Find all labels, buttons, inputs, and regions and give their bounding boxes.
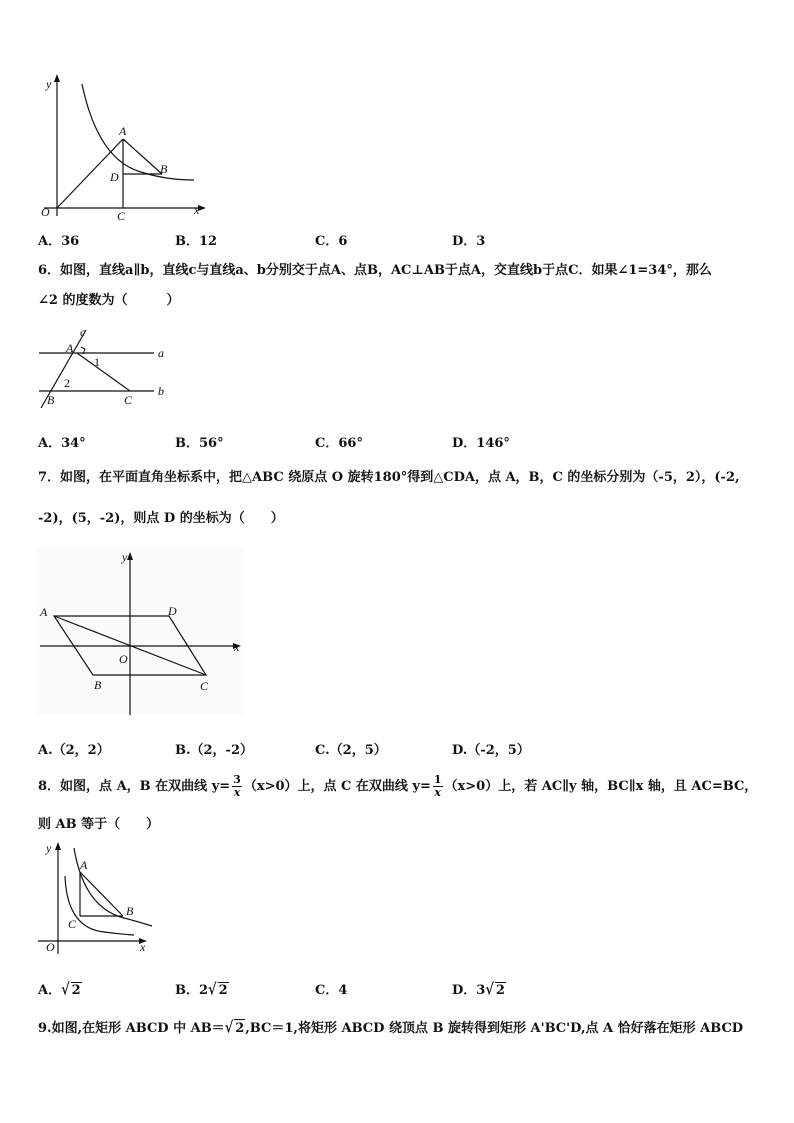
q5-label-d: D: [110, 170, 119, 184]
q6-label-angle-2: 2: [64, 376, 70, 390]
q9-stem-part2: ,BC＝1,将矩形 ABCD 绕顶点 B 旋转得到矩形 A'BC'D,点 A 恰好落在矩形 ABCD: [245, 1021, 744, 1036]
q8-y-arrow: [55, 842, 61, 850]
q7-label-d: D: [168, 604, 177, 618]
q6-stem-line2: ∠2 的度数为（ ）: [38, 293, 180, 308]
q6-label-a-line: a: [158, 346, 164, 360]
sqrt-icon: √: [224, 1019, 234, 1038]
sqrt-icon: √: [61, 981, 70, 1000]
q8-fraction1-num: 3: [233, 773, 241, 786]
q8-fraction2-den: x: [434, 786, 441, 799]
q8-stem-line1: [38, 774, 757, 799]
q8-option-d-radicand: 2: [495, 983, 505, 998]
q6-label-b-line: b: [158, 384, 164, 398]
q8-fraction-3-over-x: [232, 774, 242, 799]
q7-option-b[interactable]: B.（2，-2）: [175, 743, 254, 758]
q8-figure: [34, 838, 164, 956]
sqrt-icon: √: [208, 981, 217, 1000]
q8-segment-ab: [80, 872, 123, 916]
q8-label-a: A: [80, 858, 88, 872]
q7-option-a[interactable]: A.（2，2）: [38, 743, 110, 758]
q6-option-d[interactable]: D．146°: [452, 436, 510, 451]
q8-stem-line2: 则 AB 等于（ ）: [38, 817, 160, 832]
q8-fraction-1-over-x: [433, 774, 443, 799]
q5-figure: [36, 70, 216, 220]
q8-fraction2-num: 1: [433, 773, 442, 786]
q5-label-c: C: [117, 209, 126, 220]
q6-label-c-line: c: [80, 326, 86, 339]
q8-option-c[interactable]: C．4: [315, 983, 348, 998]
q6-option-a[interactable]: A．34°: [38, 436, 86, 451]
q8-label-o: O: [46, 940, 55, 954]
q8-option-b[interactable]: [175, 979, 229, 998]
q5-option-a[interactable]: A．36: [38, 234, 80, 249]
q9-radicand: 2: [235, 1021, 245, 1036]
q6-label-point-b: B: [47, 393, 55, 407]
sqrt-icon: √: [485, 981, 494, 1000]
q5-label-b: B: [160, 162, 168, 176]
q6-option-b[interactable]: B．56°: [175, 436, 224, 451]
q5-label-a: A: [119, 124, 127, 138]
q9-stem-line1: [38, 1019, 743, 1038]
q5-hyperbola: [82, 84, 194, 180]
q8-option-a-label: A．: [38, 983, 62, 998]
q8-option-d-label: D．3: [452, 983, 486, 998]
q5-label-x: x: [194, 203, 200, 217]
q8-option-b-label: B．2: [175, 983, 209, 998]
q8-option-a-radicand: 2: [71, 983, 81, 998]
q7-label-x: x: [234, 640, 240, 654]
q8-fraction1-den: x: [233, 786, 241, 799]
q7-stem-line1: 7．如图，在平面直角坐标系中，把△ABC 绕原点 O 旋转180°得到△CDA，点 A，B，C 的坐标分别为（-5，2），(-2,: [38, 470, 740, 485]
q9-stem-part1: 9.如图,在矩形 ABCD 中 AB＝: [38, 1021, 225, 1036]
q5-option-b[interactable]: B．12: [175, 234, 218, 249]
q5-y-arrow: [54, 74, 60, 82]
q8-option-d[interactable]: [452, 979, 506, 998]
q8-label-b: B: [126, 904, 134, 918]
q6-label-angle-1: 1: [94, 355, 100, 369]
q6-label-point-a: A: [66, 341, 74, 355]
q7-label-y: y: [122, 550, 128, 564]
q6-figure: [34, 326, 184, 408]
q7-option-d[interactable]: D.（-2，5）: [452, 743, 530, 758]
q5-segment-ab: [123, 139, 162, 174]
q6-option-c[interactable]: C．66°: [315, 436, 363, 451]
q8-label-y: y: [46, 841, 52, 855]
q7-label-c: C: [200, 679, 209, 693]
q8-label-c: C: [68, 917, 77, 931]
q8-option-a[interactable]: [38, 979, 82, 998]
q5-option-c[interactable]: C．6: [315, 234, 348, 249]
q6-label-point-c: C: [124, 393, 133, 407]
q5-option-d[interactable]: D．3: [452, 234, 486, 249]
q7-label-o: O: [119, 652, 128, 666]
q6-segment-ac: [77, 353, 130, 391]
q8-stem-part2: （x>0）上，点 C 在双曲线 y=: [243, 779, 431, 794]
q8-stem-part3: （x>0）上，若 AC∥y 轴，BC∥x 轴，且 AC=BC，: [444, 779, 758, 794]
q7-label-b: B: [94, 678, 102, 692]
q8-label-x: x: [140, 940, 146, 954]
q7-option-c[interactable]: C.（2，5）: [315, 743, 387, 758]
q7-stem-line2: -2)，(5，-2)，则点 D 的坐标为（ ）: [38, 511, 284, 526]
q8-option-b-radicand: 2: [218, 983, 228, 998]
q7-label-a: A: [40, 605, 48, 619]
q5-label-o: O: [41, 205, 50, 219]
q5-label-y: y: [46, 77, 52, 91]
q8-stem-part1: 8．如图，点 A，B 在双曲线 y=: [38, 779, 231, 794]
q7-figure: [34, 545, 246, 717]
q6-stem-line1: 6．如图，直线a∥b，直线c与直线a、b分别交于点A、点B，AC⊥AB于点A，交直线b于点C．如果∠1=34°，那么: [38, 263, 712, 278]
